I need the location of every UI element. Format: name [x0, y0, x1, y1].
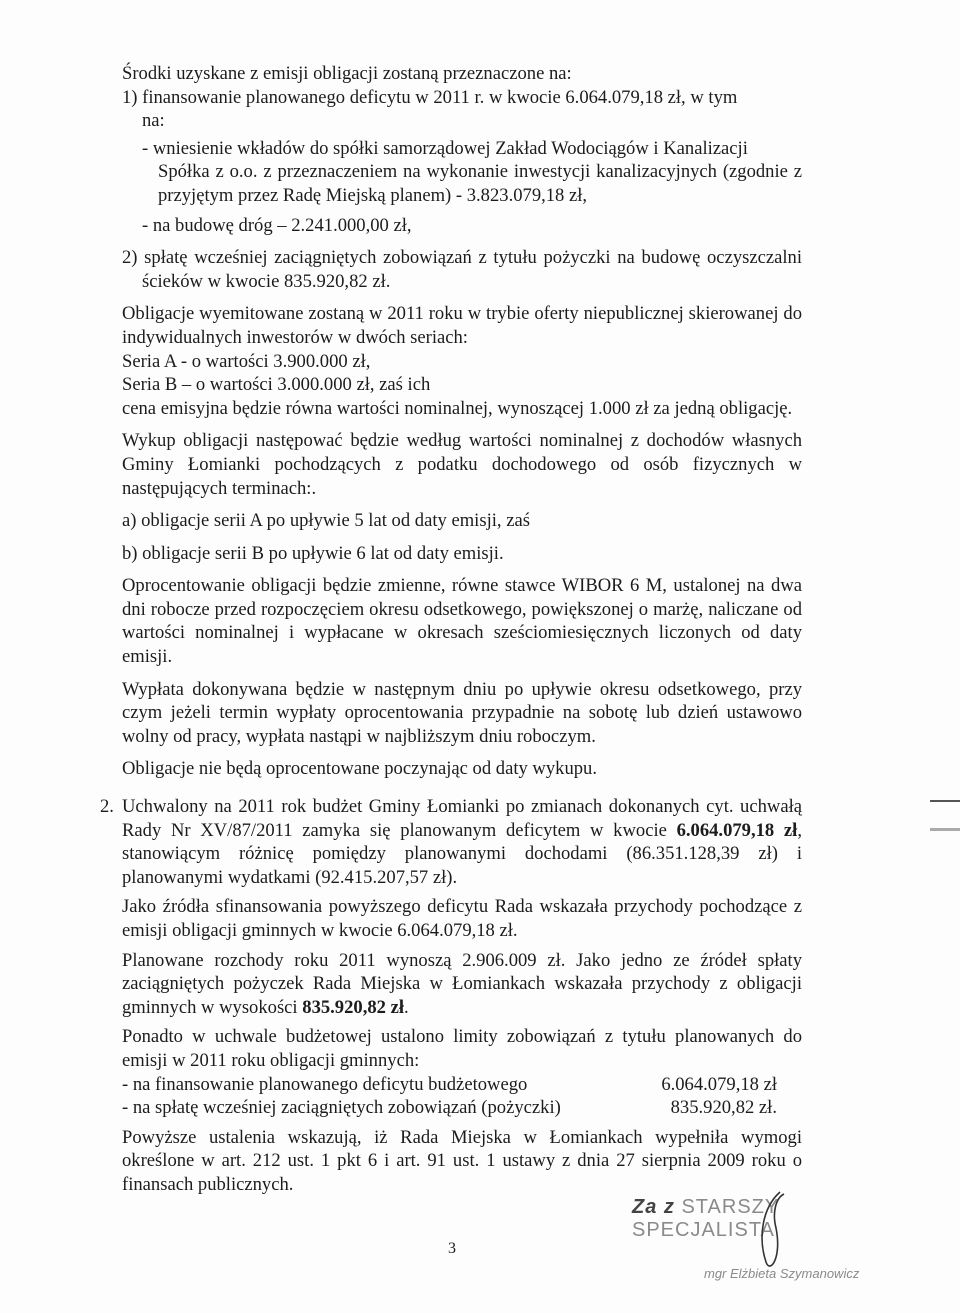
stamp-prefix: Za z	[632, 1196, 675, 1218]
paragraph-redemption: Wykup obligacji następować będzie według wartości nominalnej z dochodów własnych Gminy Łomianki pochodzących z podatku dochodowego od osób fizycznych w następujących terminach:.	[122, 430, 802, 499]
edge-scan-mark	[930, 828, 960, 831]
limit-row-1	[122, 1073, 777, 1097]
repayment-text: Planowane rozchody roku 2011 wynoszą 2.906.009 zł. Jako jedno ze źródeł spłaty zaciągniętych pożyczek Rada Miejska w Łomiankach wskazała przychody z obligacji gminnych w wysokości	[122, 949, 802, 1018]
limit-label: - na spłatę wcześniej zaciągniętych zobowiązań (pożyczki)	[122, 1097, 561, 1119]
section-2-paragraph-2: Jako źródła sfinansowania powyższego deficytu Rada wskazała przychody pochodzące z emisji obligacji gminnych w kwocie 6.064.079,18 zł.	[122, 896, 802, 941]
issue-price-line: cena emisyjna będzie równa wartości nominalnej, wynoszącej 1.000 zł za jedną obligację.	[122, 397, 793, 419]
limit-row-2	[122, 1096, 777, 1120]
limit-amount: 835.920,82 zł.	[670, 1097, 777, 1119]
deficit-amount-bold: 6.064.079,18 zł	[676, 819, 798, 841]
list-item-1-cont: na:	[142, 110, 165, 132]
official-stamp	[632, 1186, 882, 1306]
stamp-name: mgr Elżbieta Szymanowicz	[704, 1266, 860, 1281]
document-body	[100, 62, 803, 1197]
repayment-amount-bold: 835.920,82 zł	[302, 996, 405, 1018]
redemption-item-a: a) obligacje serii A po upływie 5 lat od daty emisji, zaś	[122, 510, 530, 532]
paragraph-no-interest: Obligacje nie będą oprocentowane poczynając od daty wykupu.	[122, 758, 597, 780]
repayment-text-end: .	[404, 996, 409, 1018]
page-number: 3	[448, 1240, 456, 1257]
section-2	[100, 795, 803, 1197]
paragraph-emission: Obligacje wyemitowane zostaną w 2011 roku w trybie oferty niepublicznej skierowanej do indywidualnych inwestorów w dwóch seriach:	[122, 303, 802, 348]
section-2-paragraph-1	[122, 795, 802, 889]
series-b-line: Seria B – o wartości 3.000.000 zł, zaś ich	[122, 374, 431, 396]
redemption-item-b: b) obligacje serii B po upływie 6 lat od daty emisji.	[122, 542, 504, 564]
section-2-paragraph-5: Powyższe ustalenia wskazują, iż Rada Miejska w Łomiankach wypełniła wymogi określone w art. 212 ust. 1 pkt 6 i art. 91 ust. 1 ustawy z dnia 27 sierpnia 2009 roku o finansach publicznych.	[122, 1126, 802, 1195]
section-2-paragraph-3	[122, 949, 802, 1020]
intro-paragraph: Środki uzyskane z emisji obligacji zostaną przeznaczone na:	[122, 63, 572, 84]
paragraph-payment: Wypłata dokonywana będzie w następnym dniu po upływie okresu odsetkowego, przy czym jeżeli termin wypłaty oprocentowania przypadnie na sobotę lub dzień ustawowo wolny od pracy, wypłata nastąpi w najbliższym dniu roboczym.	[122, 678, 802, 747]
limit-label: - na finansowanie planowanego deficytu budżetowego	[122, 1073, 528, 1095]
budget-text-a: Uchwalony na 2011 rok budżet Gminy Łomianki po zmianach dokonanych cyt. uchwałą Rady Nr XV/87/2011 zamyka się planowanym deficytem w kwocie	[122, 796, 802, 841]
list-item-2: 2) spłatę wcześniej zaciągniętych zobowiązań z tytułu pożyczki na budowę oczyszczalni ścieków w kwocie 835.920,82 zł.	[122, 247, 802, 292]
dash-item-1-cont: Spółka z o.o. z przeznaczeniem na wykonanie inwestycji kanalizacyjnych (zgodnie z przyjętym przez Radę Miejską planem) - 3.823.079,18 zł,	[158, 161, 802, 206]
dash-item-1: - wniesienie wkładów do spółki samorządowej Zakład Wodociągów i Kanalizacji	[142, 137, 748, 159]
signature-icon	[752, 1188, 792, 1278]
edge-scan-mark	[930, 800, 960, 802]
series-a-line: Seria A - o wartości 3.900.000 zł,	[122, 350, 371, 372]
stamp-position: STARSZY SPECJALISTA	[632, 1196, 779, 1241]
budget-text-b: , stanowiącym różnicę pomiędzy planowanymi dochodami (86.351.128,39 zł) i planowanymi wydatkami (92.415.207,57 zł).	[122, 819, 803, 888]
section-number: 2.	[100, 796, 114, 818]
paragraph-interest: Oprocentowanie obligacji będzie zmienne, równe stawce WIBOR 6 M, ustalonej na dwa dni robocze przed rozpoczęciem okresu odsetkowego, powiększonej o marżę, naliczane od wartości nominalnej i wypłacane w okresach sześciomiesięcznych liczonych od daty emisji.	[122, 575, 802, 668]
section-2-paragraph-4: Ponadto w uchwale budżetowej ustalono limity zobowiązań z tytułu planowanych do emisji w 2011 roku obligacji gminnych:	[122, 1026, 802, 1071]
dash-item-2: - na budowę dróg – 2.241.000,00 zł,	[142, 214, 412, 236]
limit-amount: 6.064.079,18 zł	[661, 1073, 777, 1095]
list-item-1: 1) finansowanie planowanego deficytu w 2011 r. w kwocie 6.064.079,18 zł, w tym	[122, 86, 738, 108]
